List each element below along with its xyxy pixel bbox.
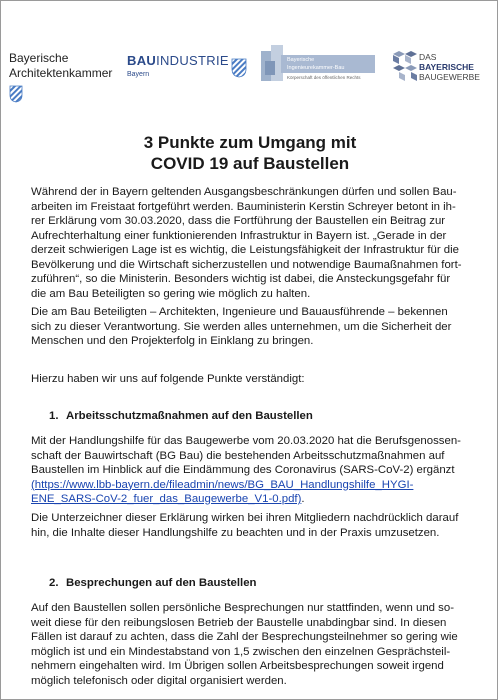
section-1-body-2	[31, 511, 481, 540]
section-1-heading	[49, 409, 313, 424]
cube-grid-icon	[393, 51, 417, 86]
architektenkammer-line-2: Architektenkammer	[9, 66, 113, 80]
ingenieurekammer-banner	[281, 55, 375, 73]
bauindustrie-logo	[127, 52, 229, 78]
baugewerbe-logo	[393, 51, 480, 86]
paragraph-line: schaft der Bauwirtschaft (BG Bau) die bestehenden Arbeitsschutzmaßnahmen auf	[31, 449, 445, 462]
ingenieurekammer-line-2: Ingenieurekammer-Bau	[287, 65, 345, 71]
architektenkammer-line-1: Bayerische	[9, 51, 69, 65]
intro-line: arbeiten im Freistaat fortgeführt werden. Bauministerin Kerstin Schreyer betont in ih-	[31, 200, 456, 213]
paragraph-line: Auf den Baustellen sollen persönliche Besprechungen nur stattfinden, wenn und so-	[31, 602, 454, 614]
section-1-body	[31, 434, 481, 507]
paragraph-line: Fällen ist darauf zu achten, dass die Zahl der Besprechungsteilnehmer so gering wie	[31, 631, 458, 643]
title-line-1: 3 Punkte zum Umgang mit	[143, 133, 357, 152]
link-period: .	[301, 493, 305, 505]
section-1-title: Arbeitsschutzmaßnahmen auf den Baustellen	[66, 410, 313, 422]
baugewerbe-line-3: BAUGEWERBE	[419, 72, 480, 82]
bg-bau-handlungshilfe-link[interactable]: (https://www.lbb-bayern.de/fileadmin/news/BG_BAU_Handlungshilfe_HYGI-	[31, 478, 414, 491]
paragraph-line: möglich telefonisch oder digital organisiert werden.	[31, 674, 287, 687]
paragraph-line: Menschen und den Projekterfolg in Einklang zu bringen.	[31, 335, 314, 347]
intro-line: Während der in Bayern geltenden Ausgangsbeschränkungen dürfen und sollen Bau-	[31, 186, 457, 198]
title-line-2: COVID 19 auf Baustellen	[150, 154, 350, 173]
section-2-number: 2.	[49, 577, 59, 589]
section-2-heading	[49, 576, 257, 591]
intro-line: Bevölkerung und die Wirtschaft sicherzustellen und notwendige Baumaßnahmen fort-	[31, 258, 462, 271]
intro-line: Aufrechterhaltung einer funktionierenden Infrastruktur in Bayern ist. „Gerade in der	[31, 229, 447, 242]
bauindustrie-text: INDUSTRIE	[156, 53, 229, 68]
bg-bau-handlungshilfe-link-continued[interactable]: ENE_SARS-CoV-2_fuer_das_Baugewerbe_V1-0.pdf)	[31, 493, 302, 505]
section-2-title: Besprechungen auf den Baustellen	[66, 577, 257, 589]
paragraph-line: nehmern eingehalten wird. Im Übrigen sollen Arbeitsbesprechungen soweit irgend	[31, 660, 444, 672]
section-1-number: 1.	[49, 410, 59, 422]
paragraph-line: sich zu dieser Verantwortung. Sie werden alles unternehmen, um die Sicherheit der	[31, 320, 452, 333]
architektenkammer-logo	[9, 51, 112, 108]
intro-line: die am Bau Beteiligten so gering wie möglich zu halten.	[31, 287, 311, 300]
bavarian-crest-icon	[9, 85, 112, 108]
bauindustrie-subtitle: Bayern	[127, 71, 150, 78]
baugewerbe-line-2: BAYERISCHE	[419, 62, 474, 72]
paragraph-line: Baustellen im Hinblick auf die Eindämmung des Coronavirus (SARS-CoV-2) ergänzt	[31, 464, 455, 476]
bauindustrie-bold-text: BAU	[127, 53, 157, 68]
intro-line: rer Erklärung vom 30.03.2020, dass die Fortführung der Baustellen ein Beitrag zur	[31, 215, 446, 227]
baugewerbe-line-1: DAS	[419, 52, 437, 62]
agreement-intro	[31, 372, 481, 387]
section-2-body	[31, 601, 481, 688]
document-title	[1, 132, 498, 174]
intro-paragraph	[31, 185, 481, 301]
paragraph-line: Die Unterzeichner dieser Erklärung wirken bei ihren Mitgliedern nachdrücklich darauf	[31, 512, 459, 524]
baugewerbe-text	[419, 52, 480, 82]
responsibility-paragraph	[31, 305, 481, 349]
paragraph-line: weit diese für den reibungslosen Betrieb der Baustelle unabdingbar sind. In diesen	[31, 616, 447, 629]
ingenieurekammer-logo	[259, 45, 377, 83]
intro-line: derzeit schwierigen Lage ist es wichtig, die Leistungsfähigkeit der Infrastruktur für die	[31, 244, 459, 256]
ingenieurekammer-line-1: Bayerische	[287, 57, 315, 63]
paragraph-line: möglich ist und ein Mindestabstand von 1,5 zwischen den einzelnen Gesprächsteil-	[31, 645, 451, 658]
paragraph-line: Mit der Handlungshilfe für das Baugewerbe vom 20.03.2020 hat die Berufsgenossen-	[31, 435, 461, 447]
paragraph-line: Die am Bau Beteiligten – Architekten, Ingenieure und Bauausführende – bekennen	[31, 306, 448, 318]
ingenieurekammer-subtitle: Körperschaft des öffentlichen Rechts	[287, 75, 361, 80]
paragraph-line: Hierzu haben wir uns auf folgende Punkte verständigt:	[31, 373, 305, 385]
bavarian-crest-icon	[231, 58, 247, 83]
paragraph-line: hin, die Inhalte dieser Handlungshilfe zu beachten und in der Praxis umzusetzen.	[31, 526, 440, 539]
intro-line: zuführen“, so die Ministerin. Besonders wichtig ist dabei, die Ansteckungsgefahr für	[31, 273, 451, 285]
